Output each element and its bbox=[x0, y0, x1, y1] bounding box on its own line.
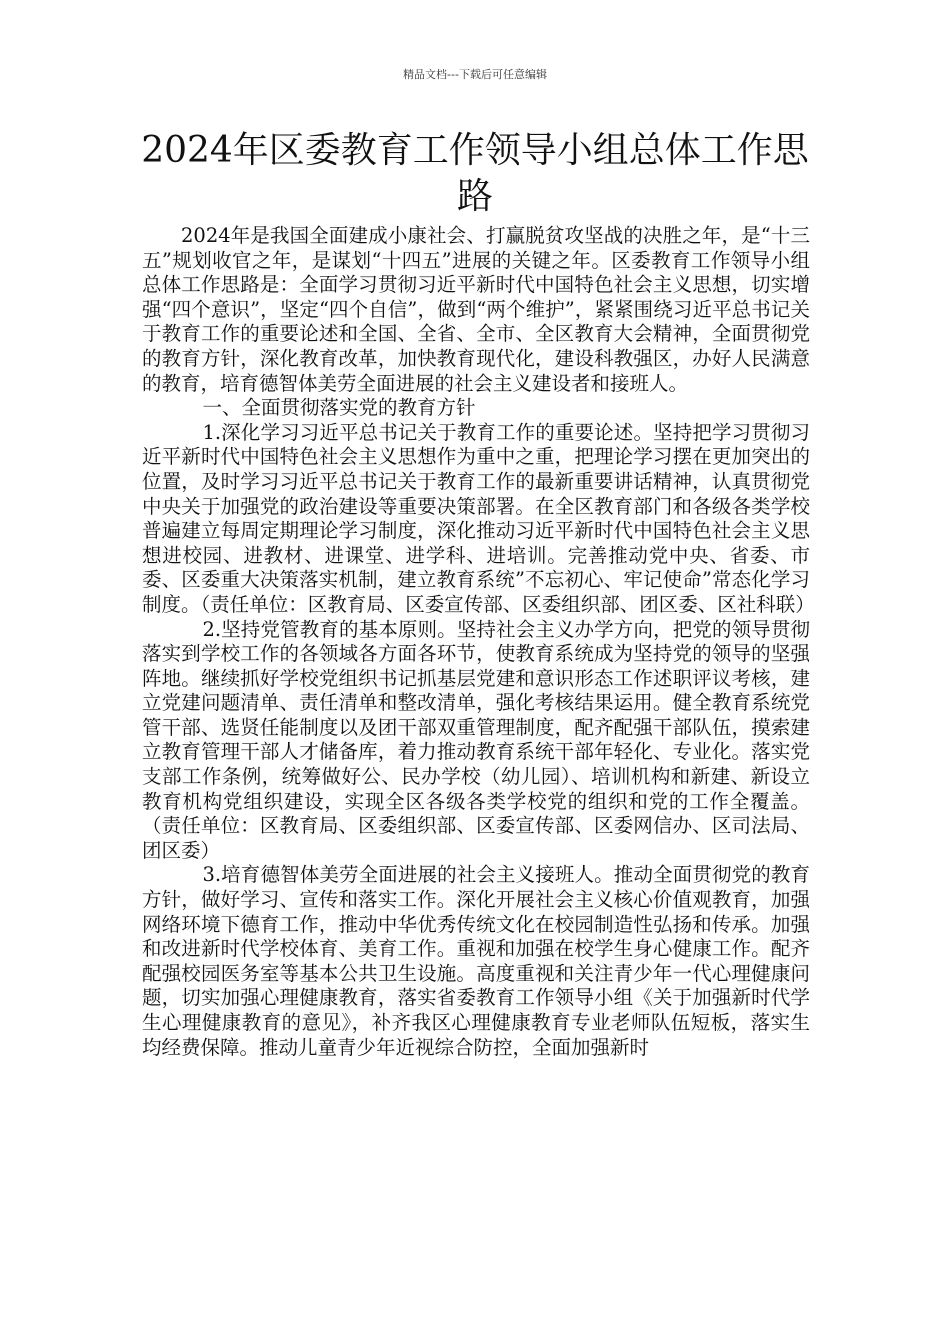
document-title: 2024年区委教育工作领导小组总体工作思路 bbox=[141, 130, 809, 217]
item-paragraph-2: 2.坚持党管教育的基本原则。坚持社会主义办学方向，把党的领导贯彻落实到学校工作的各领域各方面各环节，使教育系统成为坚持党的领导的坚强阵地。继续抓好学校党组织书记抓基层党建和意识形态工作述职评议考核，建立党建问题清单、责任清单和整改清单，强化考核结果运用。健全教育系统党管干部、选贤任能制度以及团干部双重管理制度，配齐配强干部队伍，摸索建立教育管理干部人才储备库，着力推动教育系统干部年轻化、专业化。落实党支部工作条例，统筹做好公、民办学校（幼儿园）、培训机构和新建、新设立教育机构党组织建设，实现全区各级各类学校党的组织和党的工作全覆盖。（责任单位：区教育局、区委组织部、区委宣传部、区委网信办、区司法局、团区委） bbox=[142, 617, 810, 862]
item-paragraph-3: 3.培育德智体美劳全面进展的社会主义接班人。推动全面贯彻党的教育方针，做好学习、宣传和落实工作。深化开展社会主义核心价值观教育，加强网络环境下德育工作，推动中华优秀传统文化在校园制造性弘扬和传承。加强和改进新时代学校体育、美育工作。重视和加强在校学生身心健康工作。配齐配强校园医务室等基本公共卫生设施。高度重视和关注青少年一代心理健康问题，切实加强心理健康教育，落实省委教育工作领导小组《关于加强新时代学生心理健康教育的意见》，补齐我区心理健康教育专业老师队伍短板，落实生均经费保障。推动儿童青少年近视综合防控，全面加强新时 bbox=[142, 863, 810, 1059]
header-note: 精品文档---下载后可任意编辑 bbox=[403, 68, 547, 81]
intro-paragraph: 2024年是我国全面建成小康社会、打赢脱贫攻坚战的决胜之年，是“十三五”规划收官之年，是谋划“十四五”进展的关键之年。区委教育工作领导小组总体工作思路是：全面学习贯彻习近平新时代中国特色社会主义思想，切实增强“四个意识”，坚定“四个自信”，做到“两个维护”，紧紧围绕习近平总书记关于教育工作的重要论述和全国、全省、全市、全区教育大会精神，全面贯彻党的教育方针，深化教育改革，加快教育现代化，建设科教强区，办好人民满意的教育，培育德智体美劳全面进展的社会主义建设者和接班人。 bbox=[142, 224, 810, 395]
item-paragraph-1: 1.深化学习习近平总书记关于教育工作的重要论述。坚持把学习贯彻习近平新时代中国特色社会主义思想作为重中之重，把理论学习摆在更加突出的位置，及时学习习近平总书记关于教育工作的最新重要讲话精神，认真贯彻党中央关于加强党的政治建设等重要决策部署。在全区教育部门和各级各类学校普遍建立每周定期理论学习制度，深化推动习近平新时代中国特色社会主义思想进校园、进教材、进课堂、进学科、进培训。完善推动党中央、省委、市委、区委重大决策落实机制，建立教育系统”不忘初心、牢记使命”常态化学习制度。（责任单位：区教育局、区委宣传部、区委组织部、团区委、区社科联） bbox=[142, 420, 815, 616]
section-heading: 一、全面贯彻落实党的教育方针 bbox=[202, 396, 476, 420]
document-body bbox=[142, 224, 815, 1060]
